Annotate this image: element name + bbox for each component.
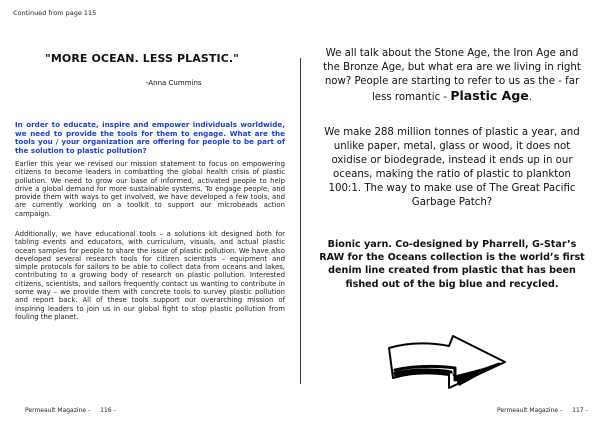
intro-text: We all talk about the Stone Age, the Iron Age and the Bronze Age, but what era are we living in right now? People are starting to refer to us as the - far less romantic - [323, 48, 581, 103]
answer-paragraph-2: Additionally, we have educational tools – a solutions kit designed both for tabling events and educators, with curriculum, visuals, and actual plastic ocean samples for people to share the issue of plastic pollution. We have also developed several research tools for citizen scientists – equipment and simple protocols for sailors to be able to collect data from oceans and lakes, contributing to a growing body of research on plastic pollution. Interested citizens, scientists, and sailors frequently contact us wanting to contribute in some way – we provide them with concrete tools to survey plastic pollution and report back. All of these tools support our overarching mission of inspiring leaders to join us in our global fight to stop plastic pollution from fouling the planet. [15, 230, 285, 321]
footer-magazine-left: Permeault Magazine - [25, 407, 91, 414]
bionic-yarn-text: Bionic yarn. Co-designed by Pharrell, G-Star’s RAW for the Oceans collection is the world’s first denim line created from plastic that has been fished out of the big blue and recycled. [319, 239, 585, 290]
plastic-facts: We make 288 million tonnes of plastic a year, and unlike paper, metal, glass or wood, it does not oxidise or biodegrade, instead it ends up in our oceans, making the ratio of plastic to plankton 100:1. The way to make use of The Great Pacific Garbage Patch? [324, 127, 580, 208]
plastic-age-emphasis: Plastic Age [450, 88, 529, 103]
interview-question: In order to educate, inspire and empower individuals worldwide, we need to provide the tools for them to engage. What are the tools you / your organization are offering for people to be part of the solution to plastic pollution? [15, 120, 285, 155]
continued-note: Continued from page 115 [13, 9, 97, 17]
hand-drawn-arrow-icon [383, 326, 513, 394]
intro-end: . [528, 92, 533, 103]
quote-attribution: -Anna Cummins [146, 79, 202, 87]
footer-right [497, 407, 588, 414]
pull-quote: "MORE OCEAN. LESS PLASTIC." [45, 52, 239, 65]
footer-page-left: 116 - [100, 407, 116, 414]
answer-paragraph-1: Earlier this year we revised our mission statement to focus on empowering citizens to become leaders in combatting the global health crisis of plastic pollution. We need to grow our base of informed, activated people to help drive a global demand for more sustainable systems. To engage people, and provide them with ways to get involved, we have developed a few tools, and are currently working on a toolkit to support our microbeads action campaign. [15, 160, 285, 218]
plastic-age-intro [316, 47, 588, 105]
footer-magazine-right: Permeault Magazine - [497, 407, 563, 414]
footer-page-right: 117 - [572, 407, 588, 414]
column-divider [300, 58, 301, 384]
footer-left [25, 407, 116, 414]
